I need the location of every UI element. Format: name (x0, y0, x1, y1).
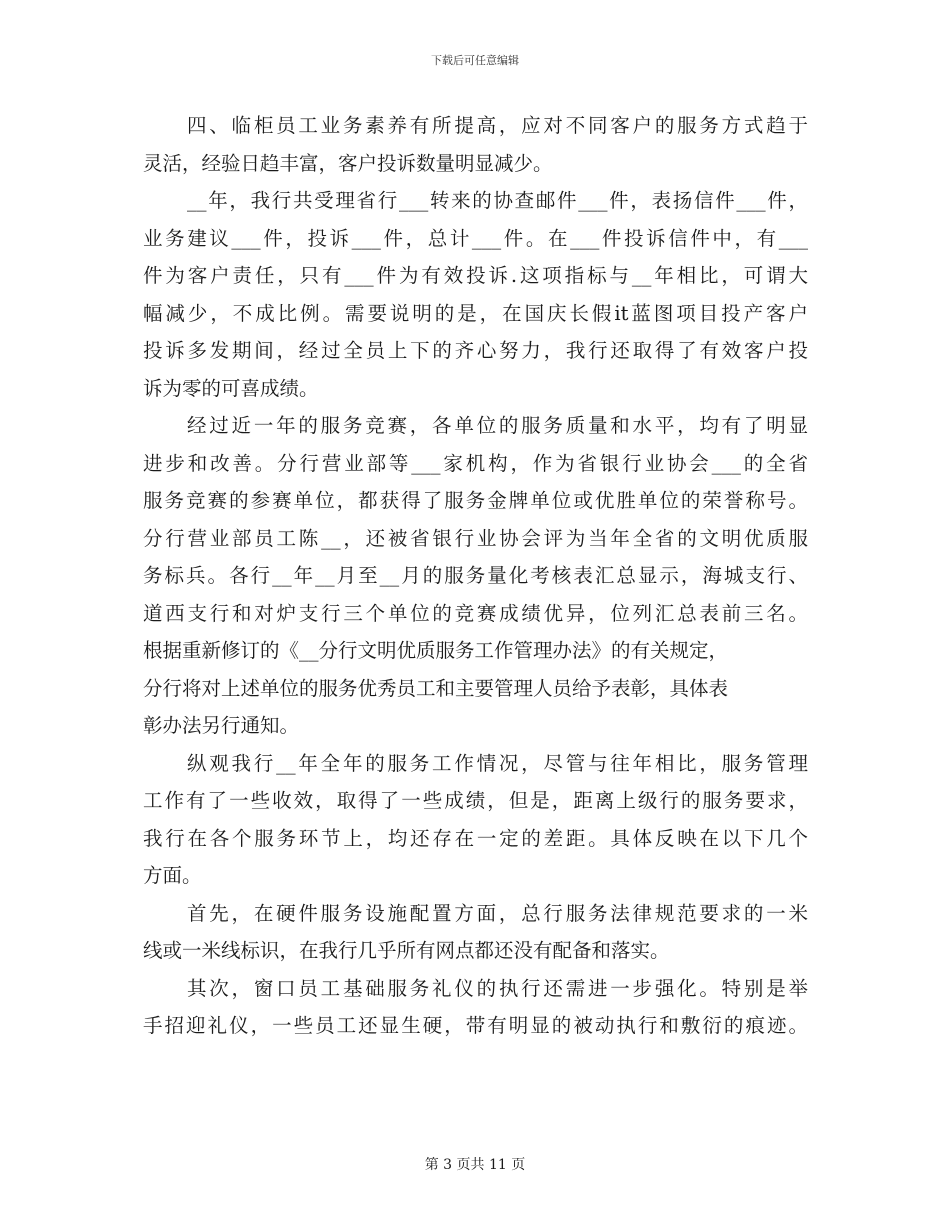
text-line: 彰办法另行通知。 (143, 714, 300, 737)
text-line: 诉为零的可喜成绩。 (143, 376, 319, 400)
text-line: 服务竞赛的参赛单位，都获得了服务金牌单位或优胜单位的荣誉称号。 (143, 489, 808, 512)
text-line: 工作有了一些收效，取得了一些成绩，但是，距离上级行的服务要求， (143, 789, 808, 812)
text-line: 分行将对上述单位的服务优秀员工和主要管理人员给予表彰，具体表 (143, 676, 729, 700)
document-body (143, 107, 808, 1045)
text-line: 投诉多发期间，经过全员上下的齐心努力，我行还取得了有效客户投 (143, 339, 808, 362)
text-line: 灵活，经验日趋丰富，客户投诉数量明显减少。 (143, 151, 553, 175)
text-line: 根据重新修订的《__分行文明优质服务工作管理办法》的有关规定， (143, 639, 729, 662)
text-line: 件为客户责任，只有___件为有效投诉.这项指标与__年相比，可谓大 (143, 264, 808, 287)
text-line: 四、临柜员工业务素养有所提高，应对不同客户的服务方式趋于 (187, 114, 808, 137)
text-line: 务标兵。各行__年__月至__月的服务量化考核表汇总显示，海城支行、 (143, 564, 808, 587)
text-line: 方面。 (143, 864, 202, 887)
page-footer: 第 3 页共 11 页 (424, 1157, 526, 1173)
text-line: 道西支行和对炉支行三个单位的竞赛成绩优异，位列汇总表前三名。 (143, 601, 808, 625)
text-line: 纵观我行__年全年的服务工作情况，尽管与往年相比，服务管理 (187, 751, 808, 775)
page-header: 下载后可任意编辑 (431, 54, 519, 67)
text-line: 业务建议___件，投诉___件，总计___件。在___件投诉信件中，有___ (143, 226, 808, 250)
text-line: 其次，窗口员工基础服务礼仪的执行还需进一步强化。特别是举 (187, 976, 808, 1000)
text-line: 我行在各个服务环节上，均还存在一定的差距。具体反映在以下几个 (143, 826, 808, 850)
text-line: 经过近一年的服务竞赛，各单位的服务质量和水平，均有了明显 (187, 414, 808, 437)
text-line: 幅减少，不成比例。需要说明的是，在国庆长假it蓝图项目投产客户 (143, 301, 808, 325)
text-line: __年，我行共受理省行___转来的协查邮件___件，表扬信件___件， (187, 189, 808, 212)
text-line: 线或一米线标识，在我行几乎所有网点都还没有配备和落实。 (143, 939, 670, 962)
text-line: 首先，在硬件服务设施配置方面，总行服务法律规范要求的一米 (187, 901, 808, 925)
text-line: 手招迎礼仪，一些员工还显生硬，带有明显的被动执行和敷衍的痕迹。 (143, 1014, 808, 1037)
text-line: 分行营业部员工陈__，还被省银行业协会评为当年全省的文明优质服 (143, 526, 808, 550)
text-line: 进步和改善。分行营业部等___家机构，作为省银行业协会___的全省 (143, 451, 808, 475)
